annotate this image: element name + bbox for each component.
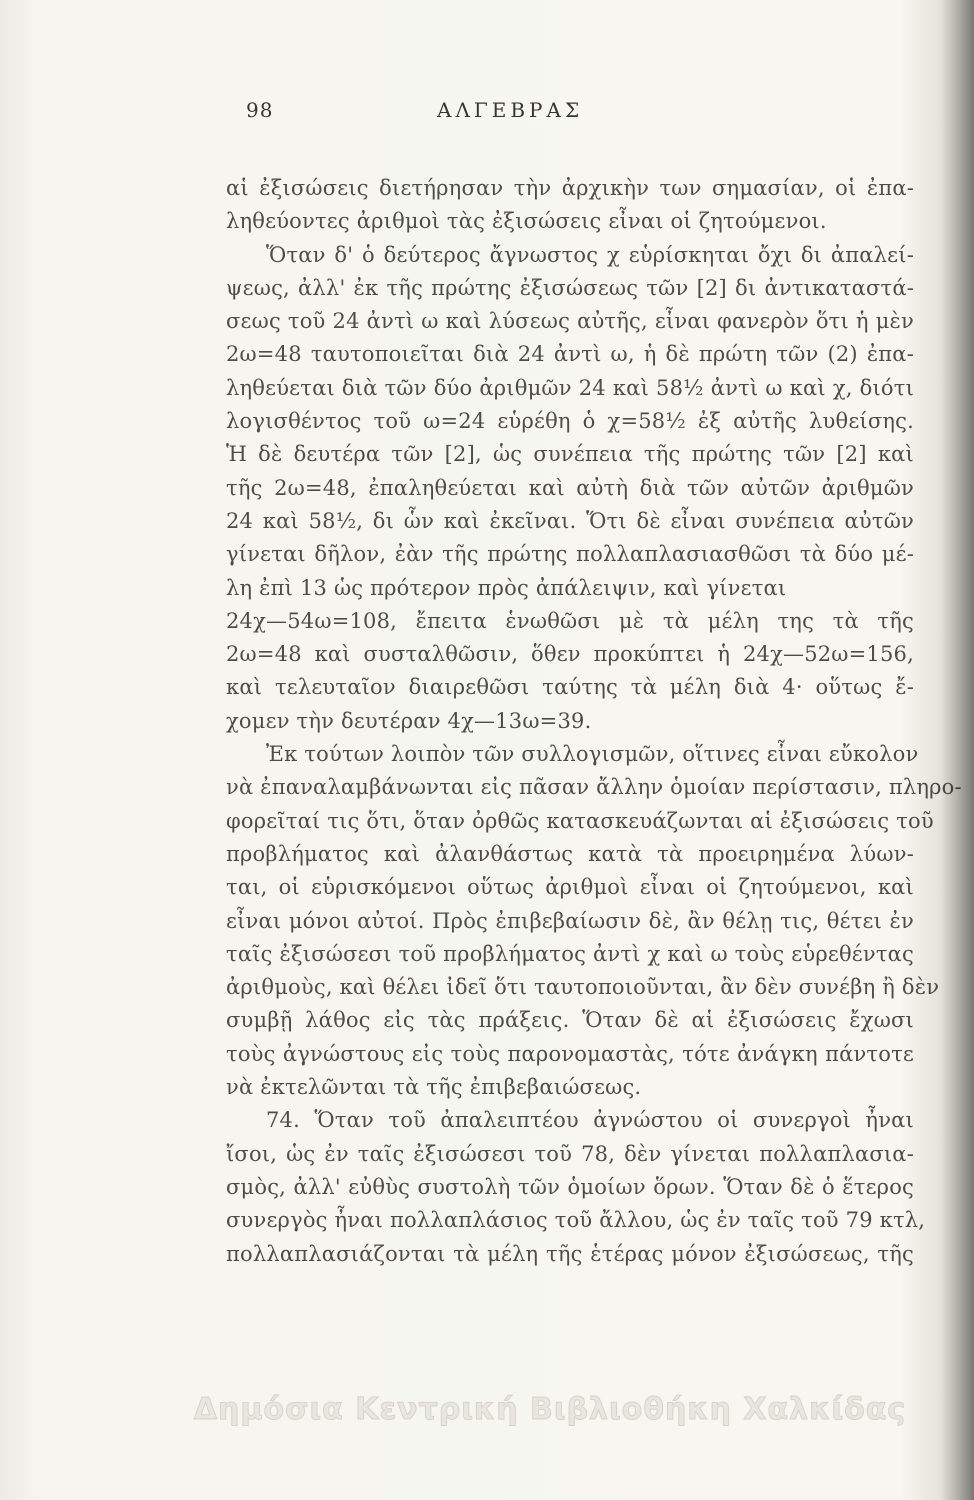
text-line: καὶ τελευταῖον διαιρεθῶσι ταύτης τὰ μέλη διὰ 4· οὕτως ἔ- (226, 675, 914, 700)
text-line: γίνεται δῆλον, ἐὰν τῆς πρώτης πολλαπλασιασθῶσι τὰ δύο μέ- (226, 542, 914, 567)
text-line: ληθεύοντες ἀριθμοὶ τὰς ἐξισώσεις εἶναι οἱ ζητούμενοι. (226, 209, 827, 234)
text-line: συμβῇ λάθος εἰς τὰς πράξεις. Ὅταν δὲ αἱ ἐξισώσεις ἔχωσι (226, 1008, 914, 1033)
page-number: 98 (246, 98, 274, 122)
text-line: Ὅταν δ' ὁ δεύτερος ἄγνωστος χ εὑρίσκηται ὄχι δι ἀπαλεί- (266, 242, 914, 267)
text-line: ται, οἱ εὑρισκόμενοι οὕτως ἀριθμοὶ εἶναι οἱ ζητούμενοι, καὶ (226, 875, 914, 900)
text-line: 2ω=48 ταυτοποιεῖται διὰ 24 ἀντὶ ω, ἡ δὲ πρώτη τῶν (2) ἐπα- (226, 342, 914, 367)
text-line: 24χ—54ω=108, ἔπειτα ἑνωθῶσι μὲ τὰ μέλη της τὰ τῆς (226, 608, 914, 633)
text-line: ψεως, ἀλλ' ἐκ τῆς πρώτης ἐξισώσεως τῶν [2] δι ἀντικαταστά- (226, 275, 914, 300)
library-watermark: Δημόσια Κεντρική Βιβλιοθήκη Χαλκίδας (193, 1392, 907, 1427)
text-line: λογισθέντος τοῦ ω=24 εὑρέθη ὁ χ=58½ ἐξ αὐτῆς λυθείσης. (226, 409, 914, 434)
text-line: νὰ ἐπαναλαμβάνωνται εἰς πᾶσαν ἄλλην ὁμοίαν περίστασιν, πληρο- (226, 775, 962, 800)
text-line: ταῖς ἐξισώσεσι τοῦ προβλήματος ἀντὶ χ καὶ ω τοὺς εὑρεθέντας (226, 941, 914, 966)
running-title: ΑΛΓΕΒΡΑΣ (437, 98, 584, 122)
text-line: φορεῖταί τις ὅτι, ὅταν ὀρθῶς κατασκευάζωνται αἱ ἐξισώσεις τοῦ (226, 808, 934, 833)
text-line: σεως τοῦ 24 ἀντὶ ω καὶ λύσεως αὐτῆς, εἶναι φανερὸν ὅτι ἡ μὲν (226, 309, 914, 334)
text-line: τῆς 2ω=48, ἐπαληθεύεται καὶ αὐτὴ διὰ τῶν αὐτῶν ἀριθμῶν (226, 475, 914, 500)
text-line: ἴσοι, ὡς ἐν ταῖς ἐξισώσεσι τοῦ 78, δὲν γίνεται πολλαπλασια- (226, 1141, 914, 1166)
text-line: ληθεύεται διὰ τῶν δύο ἀριθμῶν 24 καὶ 58½ ἀντὶ ω καὶ χ, διότι (226, 375, 914, 400)
text-line: ἀριθμοὺς, καὶ θέλει ἰδεῖ ὅτι ταυτοποιοῦνται, ἂν δὲν συνέβη ἢ δὲν (226, 975, 940, 1000)
text-line: 24 καὶ 58½, δι ὧν καὶ ἐκεῖναι. Ὅτι δὲ εἶναι συνέπεια αὐτῶν (226, 508, 914, 533)
text-line: αἱ ἐξισώσεις διετήρησαν τὴν ἀρχικὴν των σημασίαν, οἱ ἐπα- (226, 176, 914, 200)
text-line: προβλήματος καὶ ἀλανθάστως κατὰ τὰ προειρημένα λύων- (226, 841, 914, 866)
body-text (226, 172, 962, 1271)
page-header (0, 98, 974, 128)
text-line: 2ω=48 καὶ συσταλθῶσιν, ὅθεν προκύπτει ἡ 24χ—52ω=156, (226, 642, 914, 667)
text-line: λη ἐπὶ 13 ὡς πρότερον πρὸς ἀπάλειψιν, καὶ γίνεται (226, 575, 787, 600)
text-line: χομεν τὴν δευτέραν 4χ—13ω=39. (226, 708, 592, 733)
text-line: νὰ ἐκτελῶνται τὰ τῆς ἐπιβεβαιώσεως. (226, 1075, 642, 1100)
text-line: Ἡ δὲ δευτέρα τῶν [2], ὡς συνέπεια τῆς πρώτης τῶν [2] καὶ (226, 442, 914, 467)
text-line: πολλαπλασιάζονται τὰ μέλη τῆς ἑτέρας μόνον ἐξισώσεως, τῆς (226, 1241, 914, 1266)
text-line: σμὸς, ἀλλ' εὐθὺς συστολὴ τῶν ὁμοίων ὅρων. Ὅταν δὲ ὁ ἕτερος (226, 1174, 914, 1199)
text-line: εἶναι μόνοι αὐτοί. Πρὸς ἐπιβεβαίωσιν δὲ, ἂν θέλῃ τις, θέτει ἐν (226, 908, 914, 933)
text-line: Ἐκ τούτων λοιπὸν τῶν συλλογισμῶν, οἵτινες εἶναι εὔκολον (266, 742, 919, 767)
text-line: συνεργὸς ἦναι πολλαπλάσιος τοῦ ἄλλου, ὡς ἐν ταῖς τοῦ 79 κτλ, (226, 1208, 926, 1233)
text-line: 74. Ὅταν τοῦ ἀπαλειπτέου ἀγνώστου οἱ συνεργοὶ ἦναι (266, 1108, 914, 1133)
text-line: τοὺς ἀγνώστους εἰς τοὺς παρονομαστὰς, τότε ἀνάγκη πάντοτε (226, 1041, 914, 1066)
